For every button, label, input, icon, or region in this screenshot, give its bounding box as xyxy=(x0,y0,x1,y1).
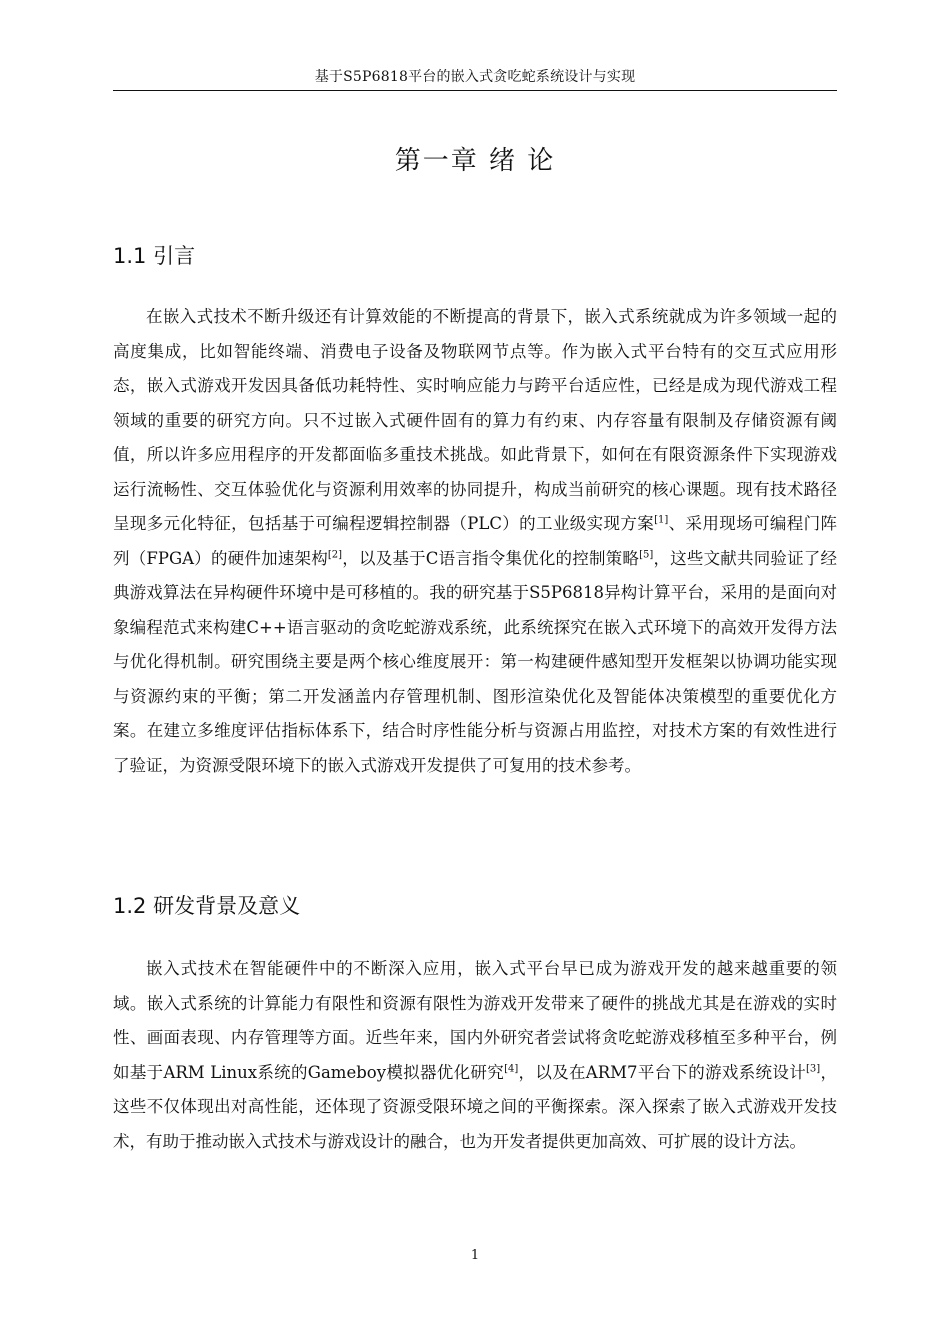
citation-ref: [1] xyxy=(654,514,669,526)
paragraph-text: 嵌入式技术在智能硬件中的不断深入应用，嵌入式平台早已成为游戏开发的越来越重要的领域。嵌入式系统的计算能力有限性和资源有限性为游戏开发带来了硬件的挑战尤其是在游戏的实时性、画面表现、内存管理等方面。近些年来，国内外研究者尝试将贪吃蛇游戏移植至多种平台，例如基于ARM Linux系统的Gameboy模拟器优化研究 xyxy=(113,959,837,1082)
citation-ref: [2] xyxy=(327,549,343,560)
paragraph-introduction xyxy=(113,300,837,783)
paragraph-text: ，以及基于C语言指令集优化的控制策略 xyxy=(342,548,640,568)
paragraph-text: 、采用现场可编程门阵列（FPGA）的硬件加速架构 xyxy=(113,514,838,568)
section-heading-1-2: 1.2 研发背景及意义 xyxy=(113,894,301,918)
page-number: 1 xyxy=(470,1248,480,1263)
running-header: 基于S5P6818平台的嵌入式贪吃蛇系统设计与实现 xyxy=(314,69,636,85)
paragraph-text: ，这些文献共同验证了经典游戏算法在异构硬件环境中是可移植的。我的研究基于S5P6818异构计算平台，采用的是面向对象编程范式来构建C++语言驱动的贪吃蛇游戏系统，此系统探究在嵌入式环境下的高效开发得方法与优化得机制。研究围绕主要是两个核心维度展开：第一构建硬件感知型开发框架以协调功能实现与资源约束的平衡；第二开发涵盖内存管理机制、图形渲染优化及智能体决策模型的重要优化方案。在建立多维度评估指标体系下，结合时序性能分析与资源占用监控，对技术方案的有效性进行了验证，为资源受限环境下的嵌入式游戏开发提供了可复用的技术参考。 xyxy=(113,548,838,775)
paragraph-text: 在嵌入式技术不断升级还有计算效能的不断提高的背景下，嵌入式系统就成为许多领域一起的高度集成，比如智能终端、消费电子设备及物联网节点等。作为嵌入式平台特有的交互式应用形态，嵌入式游戏开发因具备低功耗特性、实时响应能力与跨平台适应性，已经是成为现代游戏工程领域的重要的研究方向。只不过嵌入式硬件固有的算力有约束、内存容量有限制及存储资源有阈值，所以许多应用程序的开发都面临多重技术挑战。如此背景下，如何在有限资源条件下实现游戏运行流畅性、交互体验优化与资源利用效率的协同提升，构成当前研究的核心课题。现有技术路径呈现多元化特征，包括基于可编程逻辑控制器（PLC）的工业级实现方案 xyxy=(113,307,837,533)
header-rule xyxy=(113,90,837,91)
citation-ref: [3] xyxy=(806,1063,821,1074)
citation-ref: [5] xyxy=(639,549,654,560)
paragraph-text: ，以及在ARM7平台下的游戏系统设计 xyxy=(518,1062,807,1082)
paragraph-background xyxy=(113,952,837,1159)
citation-ref: [4] xyxy=(504,1063,519,1074)
paragraph-text: ，这些不仅体现出对高性能，还体现了资源受限环境之间的平衡探索。深入探索了嵌入式游戏开发技术，有助于推动嵌入式技术与游戏设计的融合，也为开发者提供更加高效、可扩展的设计方法。 xyxy=(113,1062,838,1151)
chapter-title: 第一章 绪 论 xyxy=(394,146,556,176)
section-heading-1-1: 1.1 引言 xyxy=(113,244,196,268)
